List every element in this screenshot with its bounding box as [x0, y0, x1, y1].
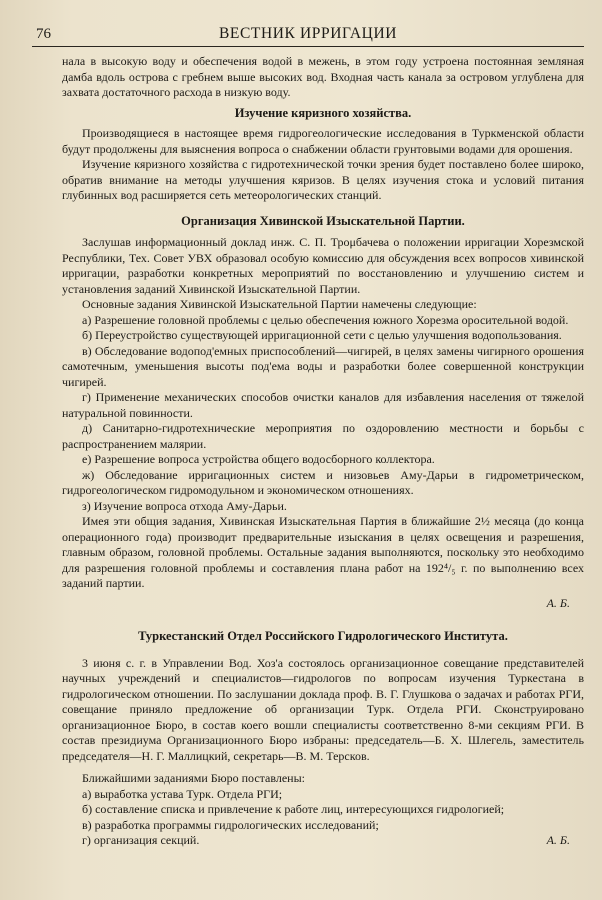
paragraph: Основные задания Хивинской Изыскательной Партии намечены следующие:	[82, 297, 477, 311]
page-number: 76	[36, 26, 51, 42]
paragraph: Изучение кяризного хозяйства с гидротехнической точки зрения будет поставлено более широко, обратив внимание на методы улучшения кяризов. В целях изучения стока и условий питания глубинных вод расширяется сеть метеорологических станций.	[62, 157, 584, 202]
journal-title: ВЕСТНИК ИРРИГАЦИИ	[218, 25, 398, 42]
paragraph: Заслушав информационный доклад инж. С. П. Трομбачева о положении ирригации Хорезмской Республики, Тех. Совет УВХ образовал особую комиссию для обсуждения всех вопросов хивинской ирригации, разработки конкретных мероприятий по восстановлению и улучшению систем и установления заданий Хивинской Изыскательной Партии.	[62, 235, 584, 296]
list-item: а) Разрешение головной проблемы с целью обеспечения южного Хорезма оросительной водой.	[82, 312, 569, 327]
list-item: ж) Обследование ирригационных систем и низовьев Аму-Дарьи в гидрометрическом, гидрогеологическом гидромодульном и экономическом отношениях.	[62, 467, 584, 497]
paragraph: Производящиеся в настоящее время гидрогеологические исследования в Туркменской области будут продолжены для выяснения вопроса о снабжении области грунтовыми водами для орошения.	[62, 126, 584, 156]
section-heading-rgi: Туркестанский Отдел Российского Гидрологического Института.	[138, 629, 508, 643]
signature: А. Б.	[546, 595, 570, 610]
signature: А. Б.	[546, 833, 570, 847]
list-item: б) составление списка и привлечение к работе лиц, интересующихся гидрологией;	[82, 802, 505, 816]
list-item: з) Изучение вопроса отхода Аму-Дарьи.	[82, 498, 287, 513]
paragraph: Имея эти общия задания, Хивинская Изыскательная Партия в ближайшие 2½ месяца (до конца операционного года) производит предварительные изыскания в целях освещения и разрешения, главным образом, головной проблемы. Остальные задания выполняются, поскольку это необходимо для разрешения головной проблемы и составления плана работ на 192⁴/₅ г. по выполнению всех заданий партии.	[62, 514, 584, 590]
section-heading-khiva: Организация Хивинской Изыскательной Партии.	[181, 213, 465, 228]
page-header	[32, 22, 584, 47]
list-item: б) Переустройство существующей ирригационной сети с целью улучшения водопользования.	[82, 328, 562, 342]
paragraph: 3 июня с. г. в Управлении Вод. Хоз'а состоялось организационное совещание представителей научных учреждений и специалистов—гидрологов по вопросам изучения Туркестана в гидрологическом отношении. По заслушании доклада проф. В. Г. Глушкова о задачах и работах РГИ, совещание приняло предложение об организации Турк. Отдела РГИ. Сконструировано организационное Бюро, в состав коего вошли специалисты соответственно 8-ми секциям РГИ. В состав президиума Организационного Бюро избраны: председатель—Б. Х. Шлегель, заместитель председателя—Н. Г. Маллицкий, секретарь—В. М. Терсков.	[62, 655, 584, 763]
paragraph: Ближайшими заданиями Бюро поставлены:	[82, 771, 305, 785]
list-item: г) Применение механических способов очистки каналов для избавления населения от тяжелой натуральной повинности.	[62, 390, 584, 420]
section-heading-kyariz: Изучение кяризного хозяйства.	[234, 105, 412, 120]
last-line	[62, 833, 584, 849]
list-item: в) разработка программы гидрологических исследований;	[82, 817, 379, 832]
article-body	[62, 54, 584, 849]
list-item: в) Обследование водопод'емных приспособлений—чигирей, в целях замены чигирного орошения самотечным, уменьшения высоты под'ема воды и разработки более совершенной конструкции чигирей.	[62, 343, 584, 389]
list-item: г) организация секций.	[82, 833, 200, 847]
list-item: д) Санитарно-гидротехнические мероприятия по оздоровлению местности и борьбы с распространением малярии.	[62, 421, 584, 451]
list-item: а) выработка устава Турк. Отдела РГИ;	[82, 786, 283, 801]
list-item: е) Разрешение вопроса устройства общего водосборного коллектора.	[82, 452, 435, 466]
intro-paragraph: нала в высокую воду и обеспечения водой в межень, в этом году устроена постоянная земляная дамба вдоль острова с гребнем выше высоких вод. Входная часть канала за островом углублена для захвата достаточного расхода в низкую воду.	[62, 54, 584, 99]
